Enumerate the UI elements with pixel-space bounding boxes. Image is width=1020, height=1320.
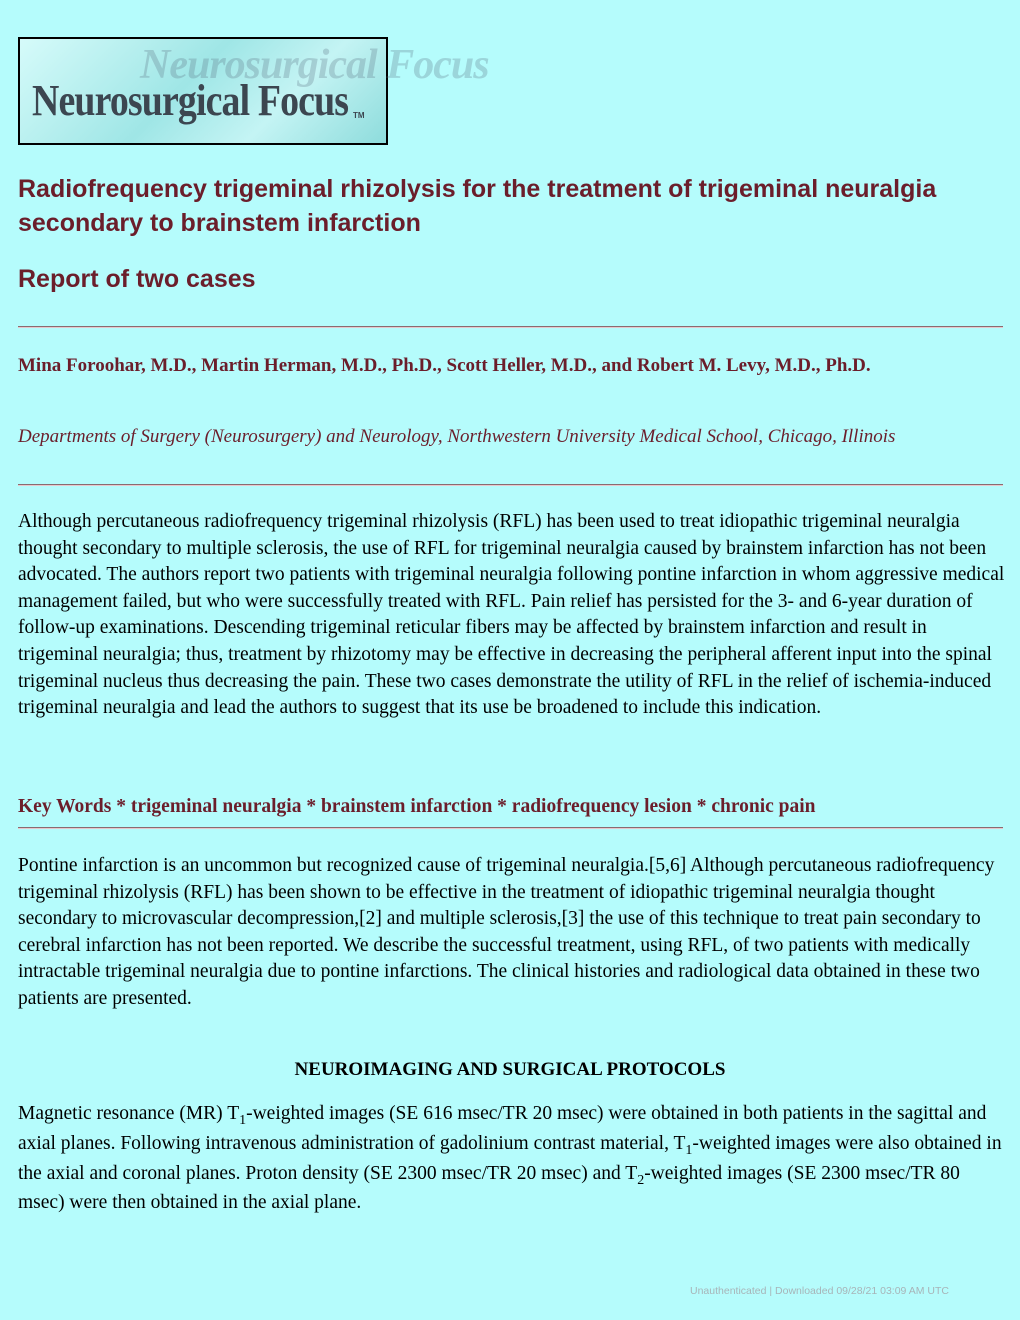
journal-logo — [18, 37, 489, 145]
divider — [18, 827, 1003, 829]
divider — [18, 326, 1003, 328]
keywords: Key Words * trigeminal neuralgia * brainstem infarction * radiofrequency lesion * chronic pain — [18, 796, 816, 817]
author-list: Mina Foroohar, M.D., Martin Herman, M.D., Ph.D., Scott Heller, M.D., and Robert M. Levy, M.D., Ph.D. — [18, 355, 871, 376]
article-subtitle: Report of two cases — [18, 265, 256, 293]
affiliation: Departments of Surgery (Neurosurgery) and Neurology, Northwestern University Medical School, Chicago, Illinois — [18, 426, 896, 447]
section-heading: NEUROIMAGING AND SURGICAL PROTOCOLS — [294, 1059, 726, 1080]
download-footer: Unauthenticated | Downloaded 09/28/21 03:09 AM UTC — [690, 1285, 949, 1297]
logo-text: Neurosurgical Focus — [32, 76, 349, 125]
methods-paragraph: Magnetic resonance (MR) $T_1$-weighted images (SE 616 msec/TR 20 msec) were obtained in both patients in the sagittal and axial planes. Following intravenous administration of gadolinium contrast material, $T_1$-weighted images were also obtained in the axial and coronal planes. Proton density (SE 2300 msec/TR 20 msec) and $T_2$-weighted images (SE 2300 msec/TR 80 msec) were then obtained in the axial plane. — [18, 1103, 1002, 1214]
divider — [18, 484, 1003, 486]
abstract: Although percutaneous radiofrequency trigeminal rhizolysis (RFL) has been used to treat idiopathic trigeminal neuralgia thought secondary to multiple sclerosis, the use of RFL for trigeminal neuralgia caused by brainstem infarction has not been advocated. The authors report two patients with trigeminal neuralgia following pontine infarction in whom aggressive medical management failed, but who were successfully treated with RFL. Pain relief has persisted for the 3- and 6-year duration of follow-up examinations. Descending trigeminal reticular fibers may be affected by brainstem infarction and result in trigeminal neuralgia; thus, treatment by rhizotomy may be effective in decreasing the peripheral afferent input into the spinal trigeminal nucleus thus decreasing the pain. These two cases demonstrate the utility of RFL in the relief of ischemia-induced trigeminal neuralgia and lead the authors to suggest that its use be broadened to include this indication. — [18, 511, 1005, 719]
intro-paragraph: Pontine infarction is an uncommon but recognized cause of trigeminal neuralgia.[5,6] Although percutaneous radiofrequency trigeminal rhizolysis (RFL) has been shown to be effective in the treatment of idiopathic trigeminal neuralgia thought secondary to microvascular decompression,[2] and multiple sclerosis,[3] the use of this technique to treat pain secondary to cerebral infarction has not been reported. We describe the successful treatment, using RFL, of two patients with medically intractable trigeminal neuralgia due to pontine infarctions. The clinical histories and radiological data obtained in these two patients are presented. — [18, 855, 995, 1009]
article-title: Radiofrequency trigeminal rhizolysis for the treatment of trigeminal neuralgia secondary to brainstem infarction — [18, 175, 937, 237]
logo-watermark: Neurosurgical Focus — [140, 42, 489, 88]
logo-trademark: TM — [353, 111, 365, 120]
